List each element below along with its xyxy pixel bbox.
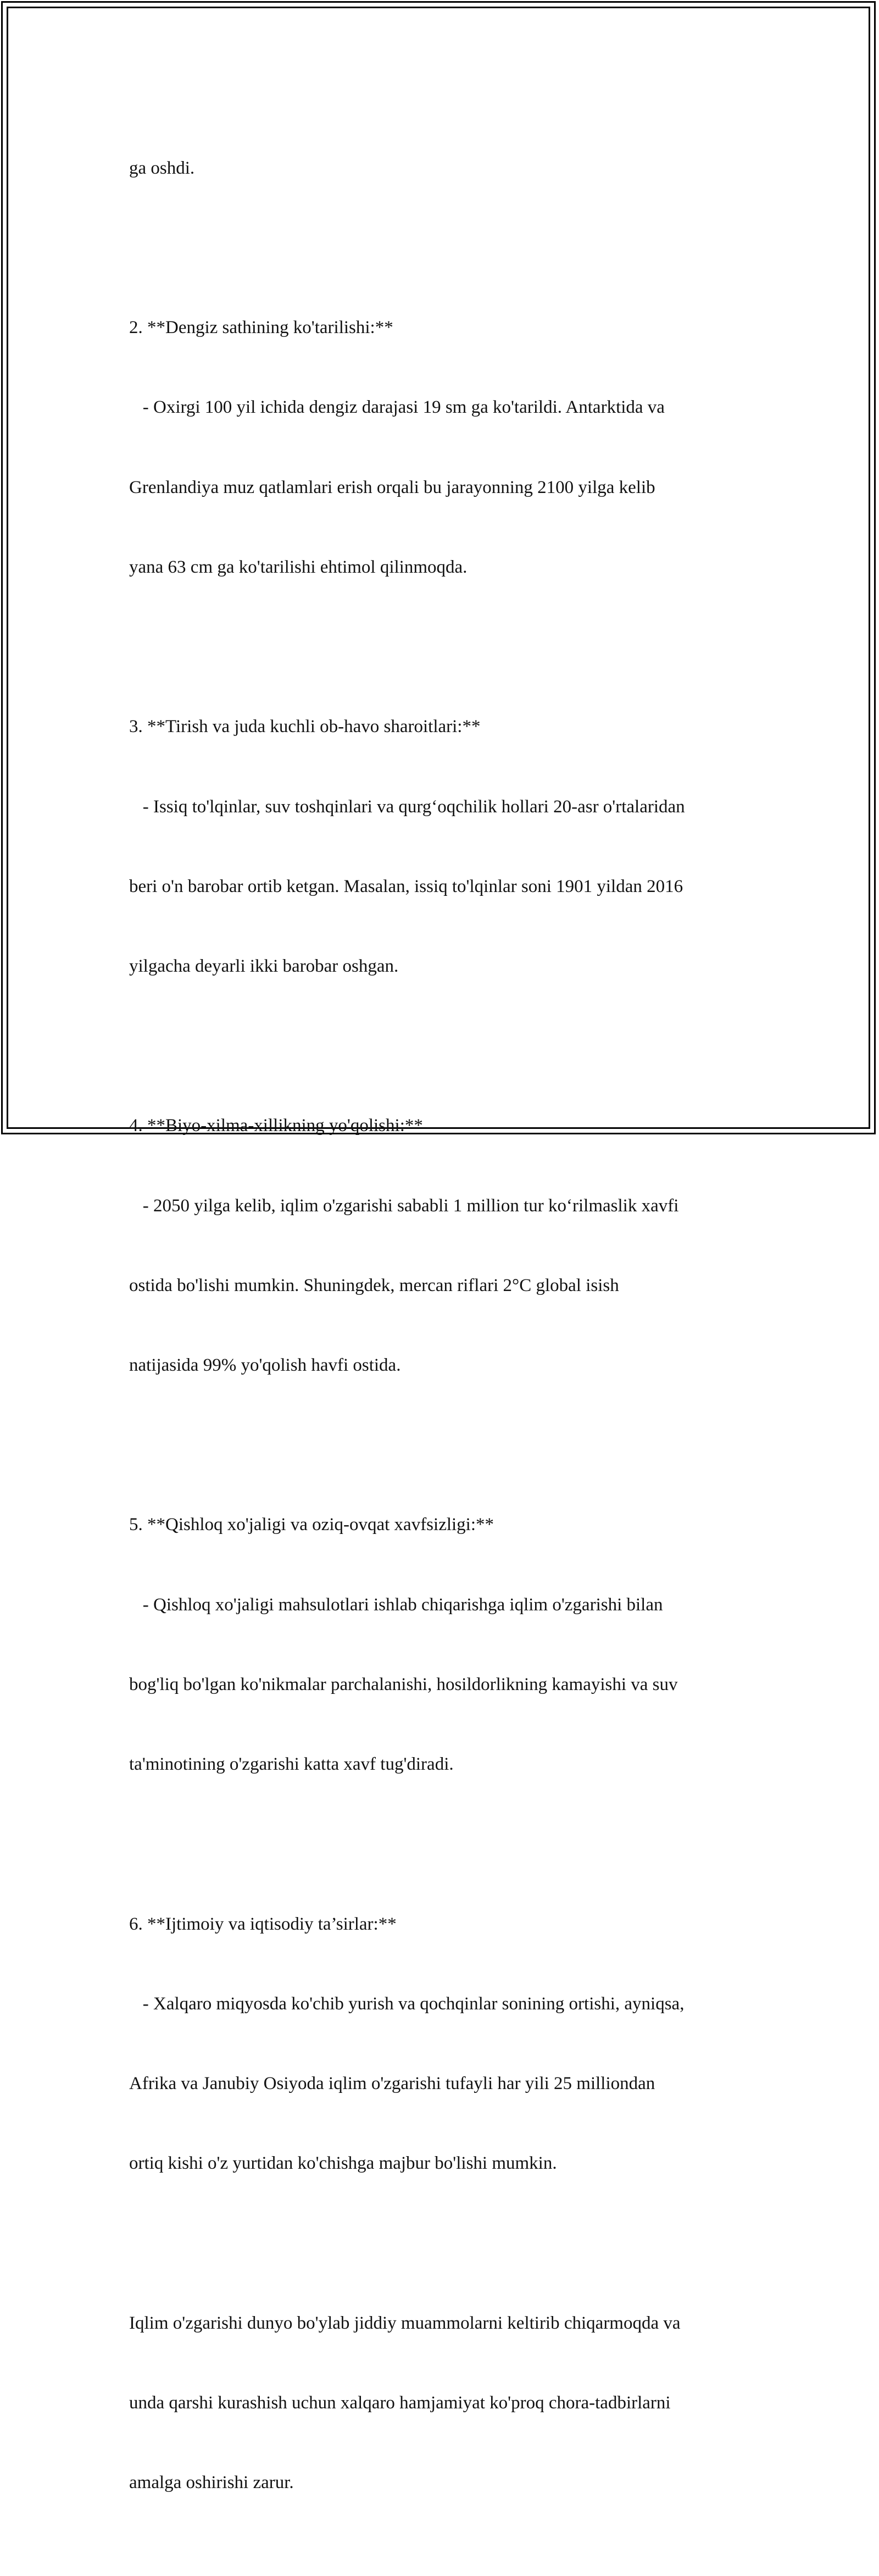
text-line: ga oshdi. [129,158,195,178]
text-line: ostida bo'lishi mumkin. Shuningdek, mercan riflari 2°C global isish [129,1275,619,1295]
text-line: yana 63 cm ga ko'tarilishi ehtimol qilinmoqda. [129,557,468,577]
section-sea-level [129,261,753,634]
text-line: - Qishloq xo'jaligi mahsulotlari ishlab chiqarishga iqlim o'zgarishi bilan [129,1594,663,1615]
text-line: ta'minotining o'zgarishi katta xavf tug'diradi. [129,1754,454,1775]
text-line: - Issiq to'lqinlar, suv toshqinlari va qurg‘oqchilik hollari 20-asr o'rtalaridan [129,796,685,817]
text-line: beri o'n barobar ortib ketgan. Masalan, issiq to'lqinlar soni 1901 yildan 2016 [129,876,683,896]
section-heading: 6. **Ijtimoiy va iqtisodiy ta’sirlar:** [129,1914,397,1934]
section-heading: 2. **Dengiz sathining ko'tarilishi:** [129,318,393,338]
text-line: - Xalqaro miqyosda ko'chib yurish va qochqinlar sonining ortishi, ayniqsa, [129,1993,685,2014]
text-line: yilgacha deyarli ikki barobar oshgan. [129,956,399,976]
text-line: unda qarshi kurashish uchun xalqaro hamjamiyat ko'proq chora-tadbirlarni [129,2392,671,2413]
section-agriculture [129,1459,753,1831]
section-heading: 3. **Tirish va juda kuchli ob-havo sharoitlari:** [129,717,481,737]
conclusion-paragraph [129,2257,753,2549]
section-heading: 4. **Biyo-xilma-xillikning yo'qolishi:** [129,1116,423,1136]
text-line: natijasida 99% yo'qolish havfi ostida. [129,1355,401,1376]
text-line: bog'liq bo'lgan ko'nikmalar parchalanishi, hosildorlikning kamayishi va suv [129,1674,678,1694]
document-body [129,102,753,2576]
continuation-paragraph [129,102,753,235]
text-line: - 2050 yilga kelib, iqlim o'zgarishi sababli 1 million tur ko‘rilmaslik xavfi [129,1195,679,1216]
text-line: Iqlim o'zgarishi dunyo bo'ylab jiddiy muammolarni keltirib chiqarmoqda va [129,2313,681,2333]
section-biodiversity [129,1060,753,1432]
text-line: amalga oshirishi zarur. [129,2473,294,2493]
text-line: Grenlandiya muz qatlamlari erish orqali bu jarayonning 2100 yilga kelib [129,477,655,497]
text-line: ortiq kishi o'z yurtidan ko'chishga majbur bo'lishi mumkin. [129,2153,557,2174]
section-extreme-weather [129,661,753,1033]
section-social-economic [129,1858,753,2230]
text-line: Afrika va Janubiy Osiyoda iqlim o'zgarishi tufayli har yili 25 milliondan [129,2073,655,2093]
text-line: - Oxirgi 100 yil ichida dengiz darajasi 19 sm ga ko'tarildi. Antarktida va [129,397,665,418]
section-heading: 5. **Qishloq xo'jaligi va oziq-ovqat xavfsizligi:** [129,1515,494,1535]
